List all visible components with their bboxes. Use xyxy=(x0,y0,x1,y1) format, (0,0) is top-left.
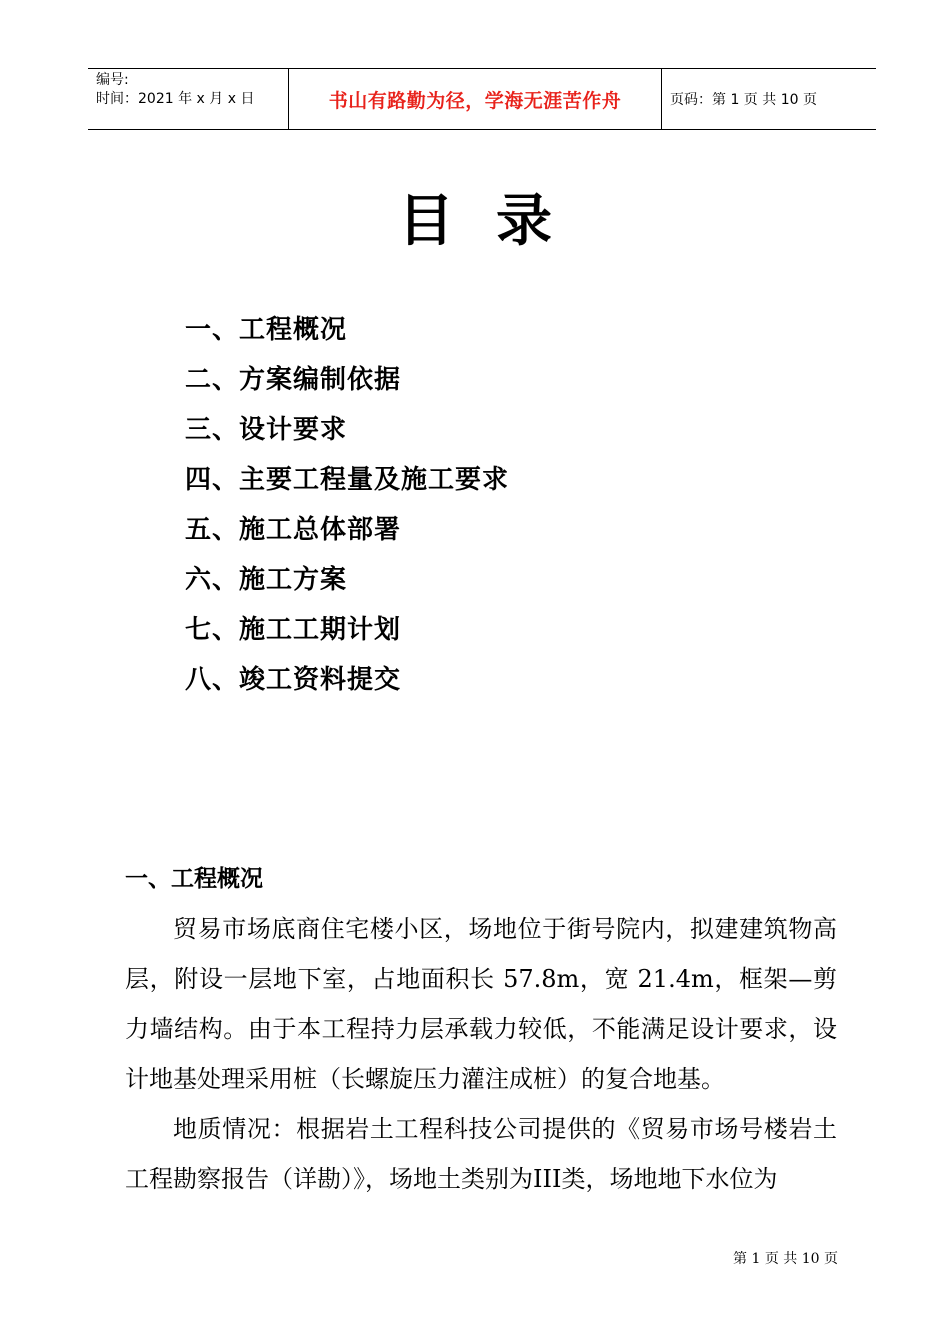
section-body xyxy=(125,904,837,1204)
header-page-number: 页码：第 1 页 共 10 页 xyxy=(670,92,817,108)
toc-item: 一、工程概况 xyxy=(185,315,348,345)
page-header xyxy=(88,68,876,130)
toc-title: 目录 xyxy=(398,188,594,254)
toc-item: 七、施工工期计划 xyxy=(185,615,402,645)
toc-item: 二、方案编制依据 xyxy=(185,365,402,395)
paragraph: 贸易市场底商住宅楼小区，场地位于街号院内，拟建建筑物高层，附设一层地下室，占地面积长 57.8m，宽 21.4m，框架—剪力墙结构。由于本工程持力层承载力较低，不能满足设计要求，设计地基处理采用桩（长螺旋压力灌注成桩）的复合地基。 xyxy=(125,915,837,1093)
header-meta xyxy=(96,71,288,109)
toc-item: 三、设计要求 xyxy=(185,415,348,445)
toc-item: 四、主要工程量及施工要求 xyxy=(185,465,510,495)
header-divider xyxy=(661,69,662,129)
table-of-contents xyxy=(185,305,509,705)
header-motto: 书山有路勤为径，学海无涯苦作舟 xyxy=(328,89,622,112)
number-label: 编号: xyxy=(96,72,129,88)
toc-item: 六、施工方案 xyxy=(185,565,348,595)
time-label: 时间：2021 年 x 月 x 日 xyxy=(96,91,255,107)
toc-item: 五、施工总体部署 xyxy=(185,515,402,545)
paragraph: 地质情况：根据岩土工程科技公司提供的《贸易市场号楼岩土工程勘察报告（详勘）》，场地土类别为III类，场地地下水位为 xyxy=(125,1115,837,1193)
section-heading: 一、工程概况 xyxy=(125,865,263,892)
toc-item: 八、竣工资料提交 xyxy=(185,665,402,695)
page-footer: 第 1 页 共 10 页 xyxy=(733,1251,838,1267)
